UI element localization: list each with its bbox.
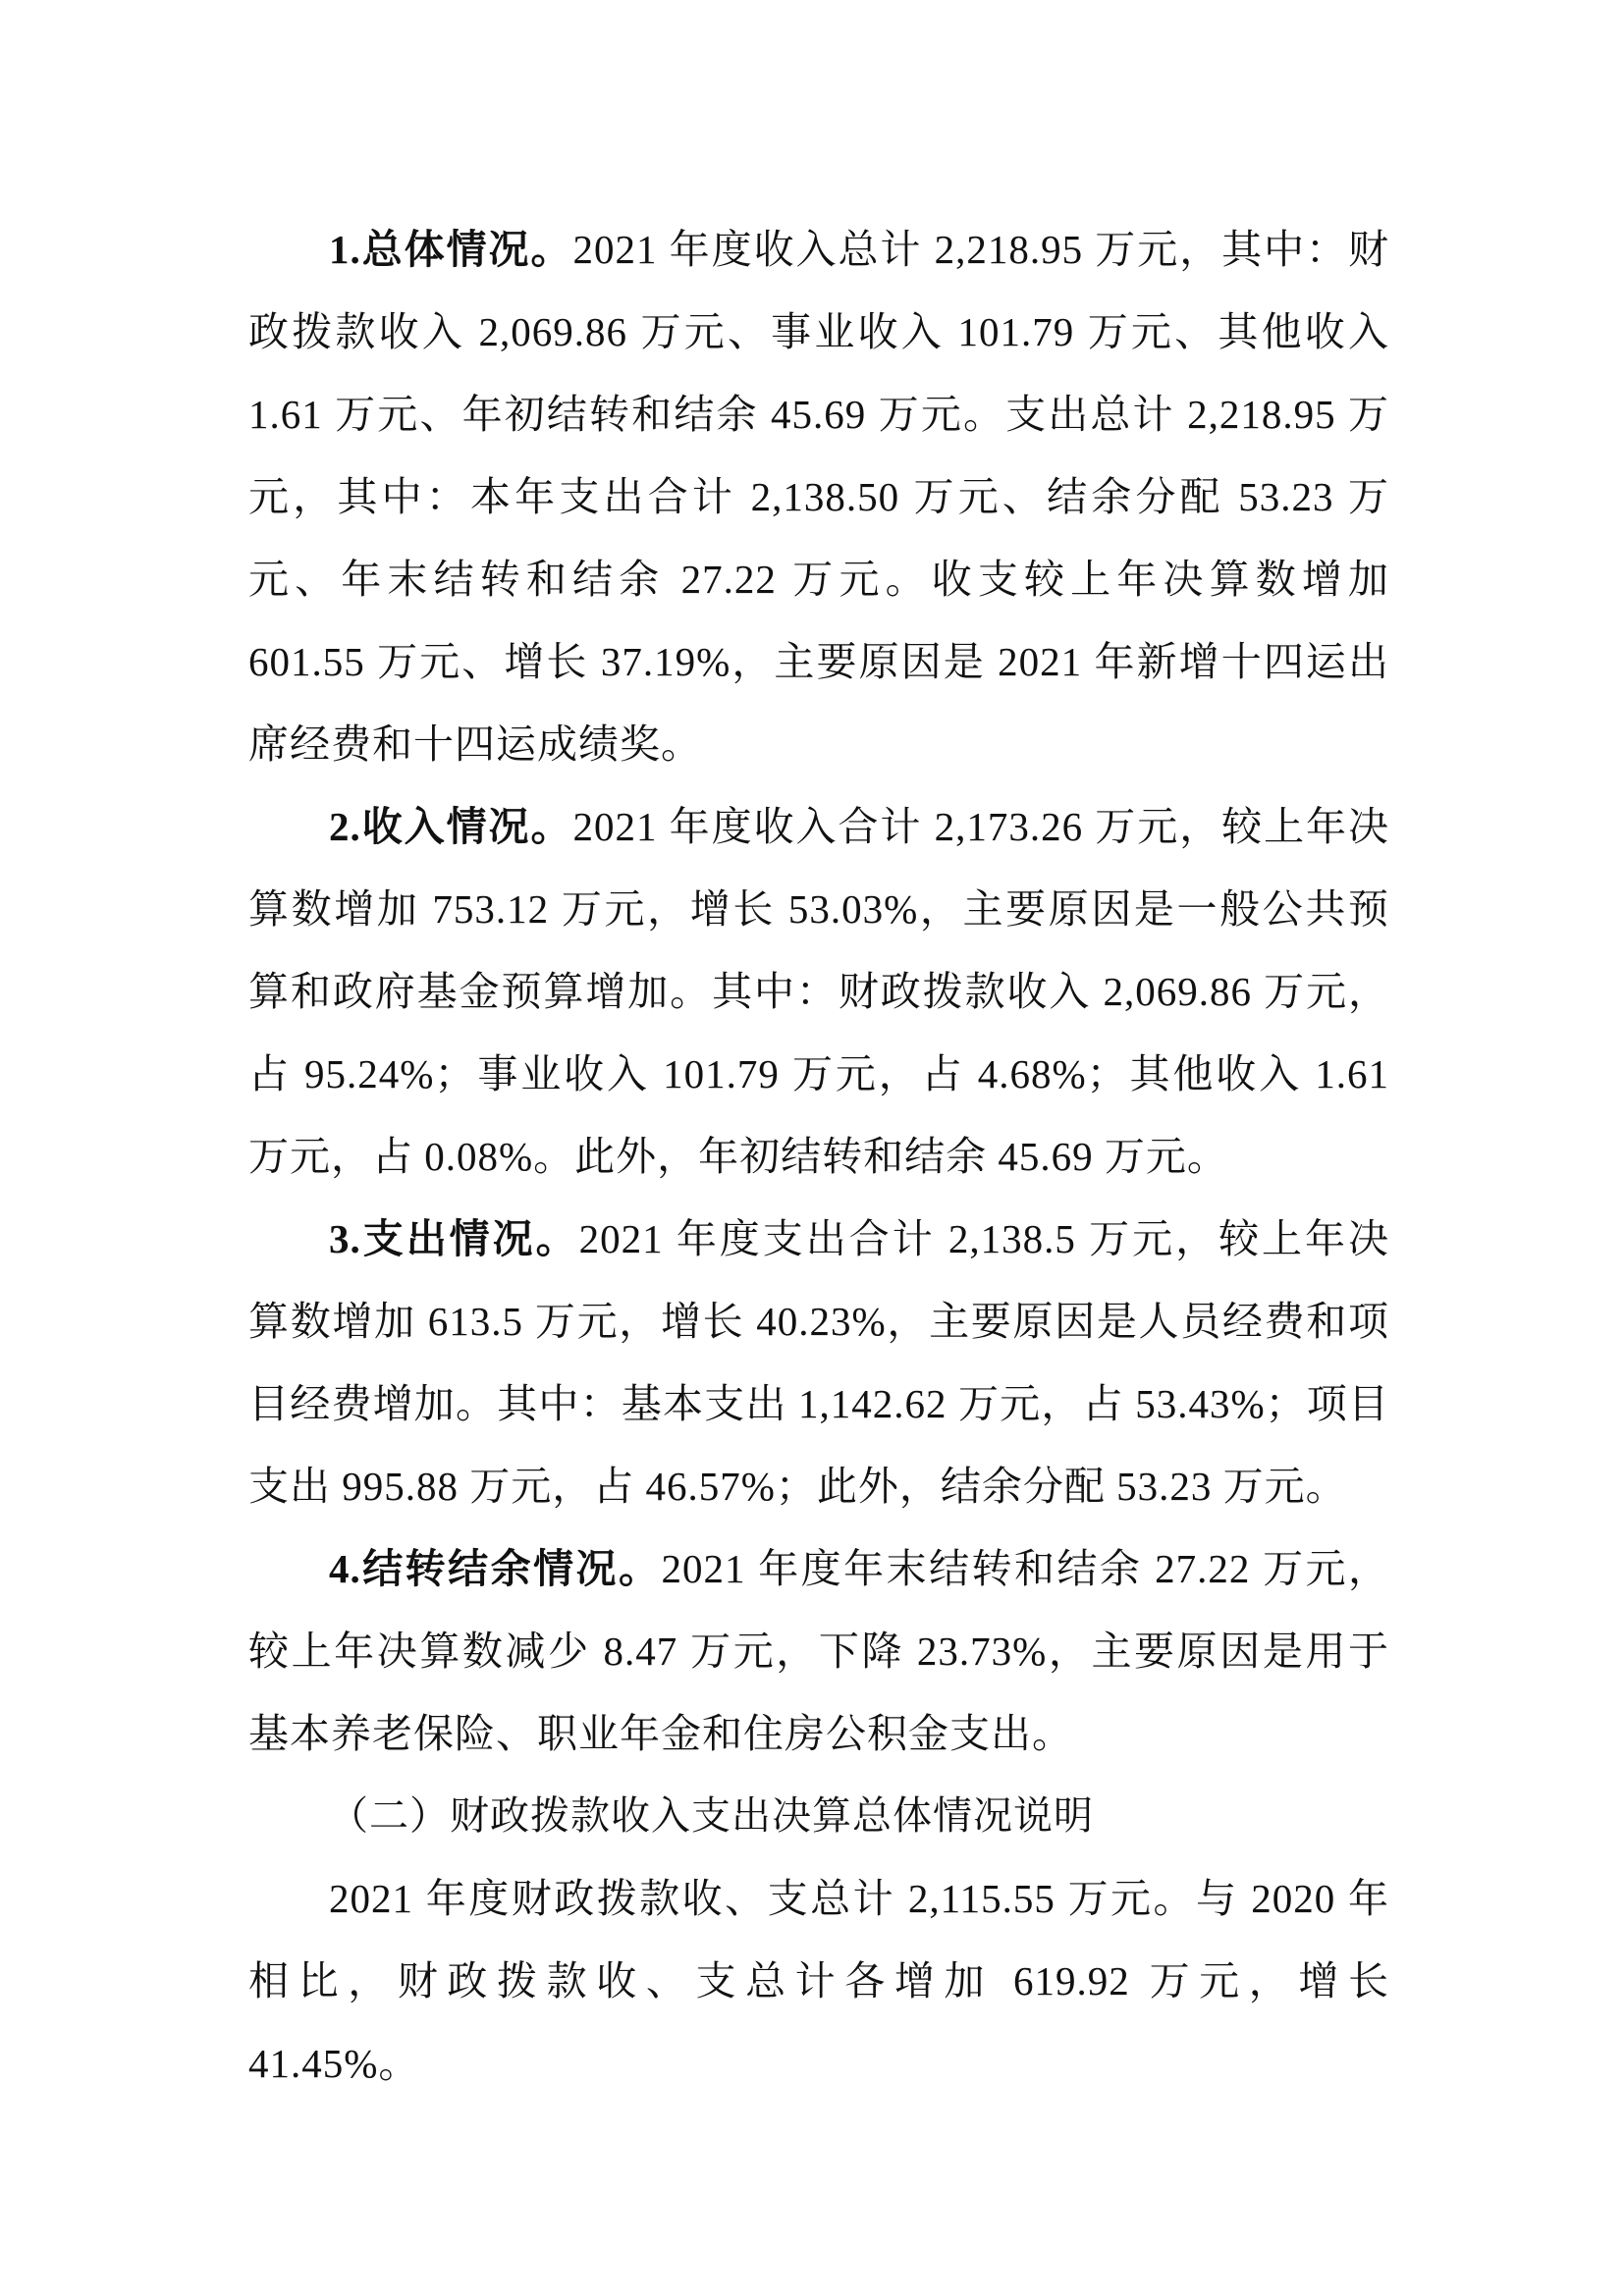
paragraph-overall <box>248 208 1389 785</box>
paragraph-text: 2021 年度收入合计 2,173.26 万元，较上年决算数增加 753.12 万元，增长 53.03%，主要原因是一般公共预算和政府基金预算增加。其中：财政拨款收入 2,069.86 万元，占 95.24%；事业收入 101.79 万元，占 4.68%；其他收入 1.61 万元，占 0.08%。此外，年初结转和结余 45.69 万元。 <box>248 804 1390 1179</box>
section-paragraph: 2021 年度财政拨款收、支总计 2,115.55 万元。与 2020 年相比，财政拨款收、支总计各增加 619.92 万元，增长 41.45%。 <box>248 1876 1389 2086</box>
paragraph-lead: 4.结转结余情况。 <box>329 1546 662 1591</box>
section-heading: （二）财政拨款收入支出决算总体情况说明 <box>329 1793 1094 1838</box>
paragraph-lead: 1.总体情况。 <box>329 227 573 272</box>
paragraph-lead: 3.支出情况。 <box>329 1216 579 1261</box>
paragraph-carryover <box>248 1527 1389 1775</box>
paragraph-text: 2021 年度收入总计 2,218.95 万元，其中：财政拨款收入 2,069.86 万元、事业收入 101.79 万元、其他收入 1.61 万元、年初结转和结余 45.69 万元。支出总计 2,218.95 万元，其中：本年支出合计 2,138.50 万元、结余分配 53.23 万元、年末结转和结余 27.22 万元。收支较上年决算数增加 601.55 万元、增长 37.19%，主要原因是 2021 年新增十四运出席经费和十四运成绩奖。 <box>248 227 1390 767</box>
paragraph-lead: 2.收入情况。 <box>329 804 573 849</box>
paragraph-text: 2021 年度支出合计 2,138.5 万元，较上年决算数增加 613.5 万元，增长 40.23%，主要原因是人员经费和项目经费增加。其中：基本支出 1,142.62 万元，占 53.43%；项目支出 995.88 万元，占 46.57%；此外，结余分配 53.23 万元。 <box>248 1216 1390 1509</box>
paragraph-income <box>248 785 1389 1198</box>
paragraph-expenditure <box>248 1198 1389 1527</box>
paragraph-text: 2021 年度年末结转和结余 27.22 万元，较上年决算数减少 8.47 万元，下降 23.73%，主要原因是用于基本养老保险、职业年金和住房公积金支出。 <box>248 1546 1390 1756</box>
document-page <box>248 208 1389 2105</box>
